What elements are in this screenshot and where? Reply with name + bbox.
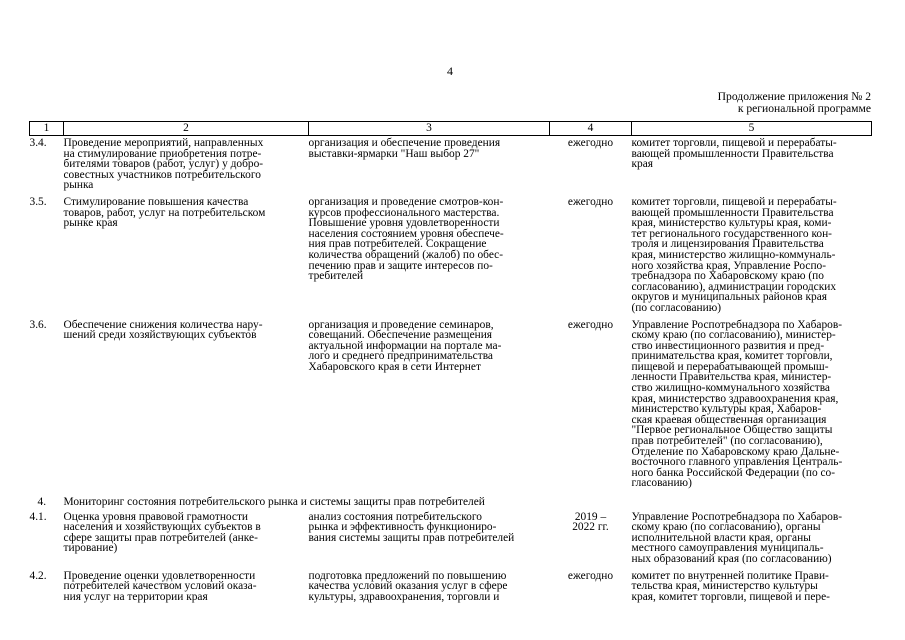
measure-cell-line: Стимулирование повышения качества bbox=[63, 195, 249, 208]
executors-cell-line: ство инвестиционного развития и пред- bbox=[631, 339, 825, 352]
content-cell-line: анализ состояния потребительского bbox=[308, 510, 482, 523]
content-cell-line: совещаний. Обеспечение размещения bbox=[308, 329, 493, 342]
executors-cell-line: гласованию) bbox=[631, 477, 692, 490]
measure-cell bbox=[64, 510, 309, 569]
measure-cell-line: Проведение оценки удовлетворенности bbox=[63, 569, 256, 582]
measure-cell-line: тирование) bbox=[63, 542, 118, 555]
executors-cell bbox=[632, 195, 872, 318]
executors-cell-line: комитет по внутренней политике Прави- bbox=[631, 569, 829, 582]
table-row bbox=[30, 136, 872, 195]
content-cell-line: лого и среднего предпринимательства bbox=[308, 350, 493, 363]
measure-cell-line: потребителей качеством условий оказа- bbox=[63, 580, 257, 593]
measures-table bbox=[29, 121, 872, 606]
row-number: 3.5. bbox=[29, 195, 47, 208]
executors-cell-line: комитет торговли, пищевой и перерабаты- bbox=[631, 195, 837, 208]
executors-cell bbox=[632, 569, 872, 607]
executors-cell-line: прав потребителей" (по согласованию), bbox=[631, 435, 823, 448]
content-cell bbox=[309, 569, 550, 607]
executors-cell-line: восточного главного управления Централь- bbox=[631, 456, 843, 469]
appendix-note-line-2: к региональной программе bbox=[737, 102, 871, 115]
period-cell-line: ежегодно bbox=[567, 137, 614, 149]
executors-cell-line: согласованию), администрации городских bbox=[631, 280, 837, 293]
executors-cell-line: края, министерство жилищно-коммуналь- bbox=[631, 248, 836, 261]
executors-cell-line: ного банка Российской Федерации (по со- bbox=[631, 466, 836, 479]
content-cell-line: Хабаровского края в сети Интернет bbox=[308, 360, 481, 373]
period-cell bbox=[550, 318, 632, 494]
measure-cell-line: сфере защиты прав потребителей (анке- bbox=[63, 531, 258, 544]
row-number: 3.6. bbox=[29, 318, 47, 331]
executors-cell-line: ленности Правительства края, министер- bbox=[631, 371, 832, 384]
executors-cell-line: края, комитет торговли, пищевой и пере- bbox=[631, 590, 830, 603]
content-cell-line: организация и проведение семинаров, bbox=[308, 318, 494, 331]
page-number: 4 bbox=[447, 64, 453, 78]
executors-cell-line: скому краю (по согласованию), органы bbox=[631, 521, 821, 534]
measure-cell-line: рынка bbox=[63, 179, 94, 192]
content-cell-line: населения состоянием уровня обеспече- bbox=[308, 227, 504, 240]
executors-cell-line: министерство культуры края, Хабаров- bbox=[631, 403, 822, 416]
content-cell-line: подготовка предложений по повышению bbox=[308, 569, 507, 582]
header-col-1: 1 bbox=[30, 122, 64, 136]
content-cell-line: актуальной информации на портале ма- bbox=[308, 339, 502, 352]
period-cell-line: 2019 – bbox=[574, 510, 607, 523]
content-cell-line: вания системы защиты прав потребителей bbox=[308, 531, 515, 544]
appendix-note bbox=[718, 91, 871, 115]
header-col-2: 2 bbox=[64, 122, 309, 136]
content-cell-line: Повышение уровня удовлетворенности bbox=[308, 217, 500, 230]
measure-cell-line: населения и хозяйствующих субъектов в bbox=[63, 521, 261, 534]
appendix-note-line-1: Продолжение приложения № 2 bbox=[717, 90, 871, 103]
executors-cell-line: края, министерство культуры края, коми- bbox=[631, 217, 832, 230]
measure-cell bbox=[64, 195, 309, 318]
content-cell-line: требителей bbox=[308, 270, 364, 283]
content-cell-line: организация и обеспечение проведения bbox=[308, 137, 501, 149]
period-cell bbox=[550, 136, 632, 195]
table-row bbox=[30, 195, 872, 318]
content-cell-line: курсов профессионального мастерства. bbox=[308, 206, 500, 219]
period-cell bbox=[550, 569, 632, 607]
content-cell-line: выставки-ярмарки "Наш выбор 27" bbox=[308, 147, 480, 160]
content-cell-line: культуры, здравоохранения, торговли и bbox=[308, 590, 500, 603]
executors-cell-line: ская краевая общественная организация bbox=[631, 413, 827, 426]
executors-cell-line: Управление Роспотребнадзора по Хабаров- bbox=[631, 510, 843, 523]
measure-cell-line: ния услуг на территории края bbox=[63, 590, 208, 603]
content-cell bbox=[309, 195, 550, 318]
measure-cell bbox=[64, 136, 309, 195]
period-cell-line: ежегодно bbox=[567, 195, 614, 208]
executors-cell-line: вающей промышленности Правительства bbox=[631, 206, 834, 219]
executors-cell-line: местного самоуправления муниципаль- bbox=[631, 542, 824, 555]
measure-cell-line: совестных участников потребительского bbox=[63, 168, 261, 181]
executors-cell-line: ных образований края (по согласованию) bbox=[631, 552, 832, 565]
executors-cell-line: тельства края, министерство культуры bbox=[631, 580, 818, 593]
executors-cell-line: Отделение по Хабаровскому краю Дальне- bbox=[631, 445, 840, 458]
executors-cell-line: ного хозяйства края, Управление Роспо- bbox=[631, 259, 827, 272]
executors-cell-line: принимательства края, комитет торговли, bbox=[631, 350, 833, 363]
measure-cell-line: шений среди хозяйствующих субъектов bbox=[63, 329, 257, 342]
row-number: 4.2. bbox=[29, 569, 47, 582]
measure-cell bbox=[64, 569, 309, 607]
period-cell bbox=[550, 195, 632, 318]
executors-cell-line: вающей промышленности Правительства bbox=[631, 147, 834, 160]
period-cell-line: ежегодно bbox=[567, 318, 614, 331]
row-number: 4.1. bbox=[29, 510, 47, 523]
measure-cell-line: рынке края bbox=[63, 217, 118, 230]
executors-cell-line: ство жилищно-коммунального хозяйства bbox=[631, 382, 830, 395]
content-cell bbox=[309, 510, 550, 569]
section-row bbox=[30, 493, 872, 510]
period-cell-line: ежегодно bbox=[567, 569, 614, 582]
measure-cell-line: Оценка уровня правовой грамотности bbox=[63, 510, 249, 523]
content-cell-line: ния прав потребителей. Сокращение bbox=[308, 238, 487, 251]
measure-cell-line: Обеспечение снижения количества нару- bbox=[63, 318, 263, 331]
table-header-row bbox=[30, 122, 872, 136]
row-number: 3.4. bbox=[29, 137, 47, 149]
executors-cell-line: (по согласованию) bbox=[631, 301, 722, 314]
executors-cell-line: округов и муниципальных районов края bbox=[631, 291, 828, 304]
executors-cell-line: края, министерство здравоохранения края, bbox=[631, 392, 839, 405]
executors-cell-line: края bbox=[631, 158, 654, 171]
content-cell-line: рынка и эффективность функциониро- bbox=[308, 521, 497, 534]
table-row bbox=[30, 569, 872, 607]
content-cell-line: печению прав и защите интересов по- bbox=[308, 259, 493, 272]
header-col-5: 5 bbox=[632, 122, 872, 136]
content-cell-line: качества условий оказания услуг в сфере bbox=[308, 580, 508, 593]
executors-cell-line: тет регионального государственного кон- bbox=[631, 227, 832, 240]
executors-cell-line: пищевой и перерабатывающей промыш- bbox=[631, 360, 829, 373]
period-cell-line: 2022 гг. bbox=[572, 521, 609, 534]
executors-cell-line: троля и лицензирования Правительства bbox=[631, 238, 824, 251]
section-number: 4. bbox=[37, 496, 47, 508]
table-row bbox=[30, 510, 872, 569]
measure-cell-line: бителями товаров (работ, услуг) у добро- bbox=[63, 158, 264, 171]
table-row bbox=[30, 318, 872, 494]
measure-cell bbox=[64, 318, 309, 494]
measure-cell-line: на стимулирование приобретения потре- bbox=[63, 147, 262, 160]
executors-cell-line: "Первое региональное Общество защиты bbox=[631, 424, 833, 437]
content-cell-line: организация и проведение смотров-кон- bbox=[308, 195, 504, 208]
header-col-4: 4 bbox=[550, 122, 632, 136]
period-cell bbox=[550, 510, 632, 569]
content-cell bbox=[309, 136, 550, 195]
executors-cell bbox=[632, 318, 872, 494]
content-cell bbox=[309, 318, 550, 494]
executors-cell-line: комитет торговли, пищевой и перерабаты- bbox=[631, 137, 837, 149]
executors-cell-line: скому краю (по согласованию), министер- bbox=[631, 329, 836, 342]
executors-cell-line: требнадзора по Хабаровскому краю (по bbox=[631, 270, 824, 283]
executors-cell bbox=[632, 136, 872, 195]
executors-cell-line: Управление Роспотребнадзора по Хабаров- bbox=[631, 318, 843, 331]
section-title: Мониторинг состояния потребительского рынка и системы защиты прав потребителей bbox=[63, 496, 485, 508]
measure-cell-line: Проведение мероприятий, направленных bbox=[63, 137, 264, 149]
measure-cell-line: товаров, работ, услуг на потребительском bbox=[63, 206, 266, 219]
header-col-3: 3 bbox=[309, 122, 550, 136]
executors-cell-line: исполнительной власти края, органы bbox=[631, 531, 811, 544]
content-cell-line: количества обращений (жалоб) по обес- bbox=[308, 248, 504, 261]
executors-cell bbox=[632, 510, 872, 569]
